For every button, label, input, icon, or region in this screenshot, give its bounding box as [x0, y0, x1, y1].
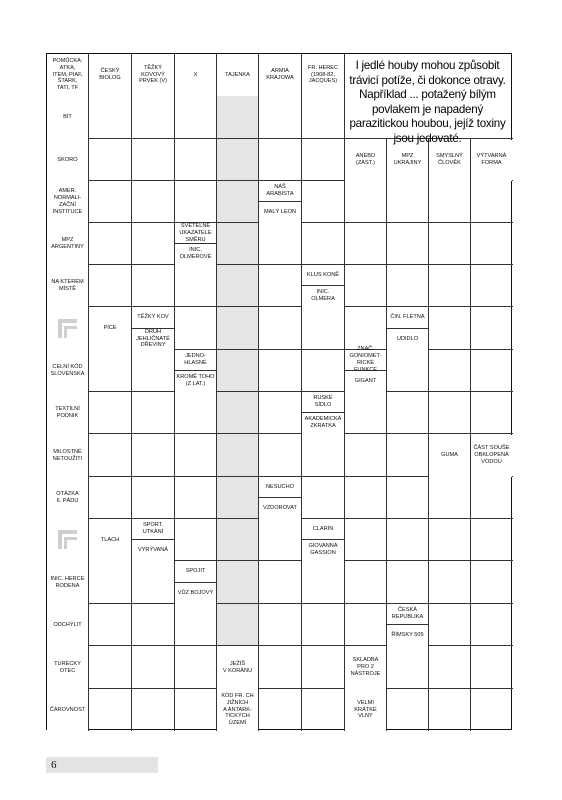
logo-cell [47, 308, 88, 350]
grid-cell[interactable] [259, 307, 302, 350]
grid-cell[interactable] [175, 181, 217, 223]
grid-cell[interactable] [217, 265, 259, 307]
grid-cell[interactable] [217, 604, 259, 646]
grid-cell[interactable] [429, 477, 471, 519]
grid-cell[interactable] [345, 561, 387, 604]
grid-cell[interactable] [89, 689, 132, 731]
clue-cell: ČIN. FLÉTNA [387, 308, 428, 329]
grid-cell[interactable] [429, 223, 471, 265]
clue-cell: NÁŠ ARABISTA [259, 182, 301, 203]
grid-cell[interactable] [259, 392, 302, 434]
grid-cell[interactable] [175, 689, 217, 731]
row-clue: BÍT [47, 97, 88, 139]
grid-cell[interactable] [89, 604, 132, 646]
grid-cell[interactable] [471, 519, 513, 561]
grid-cell[interactable] [89, 139, 132, 181]
grid-cell[interactable] [302, 689, 345, 731]
grid-cell[interactable] [175, 604, 217, 646]
grid-cell[interactable] [429, 519, 471, 561]
grid-cell[interactable] [345, 477, 387, 519]
grid-cell[interactable] [387, 646, 429, 689]
grid-cell[interactable] [259, 96, 302, 139]
grid-cell[interactable] [175, 265, 217, 307]
clue-cell: DRUH JEHLIČNATÉ DŘEVINY [132, 329, 174, 350]
clue-cell: SKLADBA PRO 2 NÁSTROJE [345, 647, 386, 689]
grid-cell[interactable] [259, 689, 302, 731]
grid-cell[interactable] [429, 392, 471, 434]
clue-cell: INIC. OLMEROVÉ [175, 244, 216, 265]
clue-cell: VZDOROVAT [259, 498, 301, 519]
grid-cell[interactable] [429, 307, 471, 350]
grid-cell[interactable] [259, 139, 302, 181]
grid-cell[interactable] [217, 181, 259, 223]
grid-cell[interactable] [89, 434, 132, 477]
grid-cell[interactable] [387, 265, 429, 307]
row-clue: MILOSTNÉ NETOUŽITI [47, 435, 88, 477]
grid-cell[interactable] [387, 689, 429, 731]
grid-cell[interactable] [387, 519, 429, 561]
grid-cell[interactable] [132, 477, 175, 519]
clue-cell: TĚŽKÝ KOV [132, 308, 174, 329]
grid-cell[interactable] [175, 96, 217, 139]
grid-cell[interactable] [302, 646, 345, 689]
header-clue: FR. HEREC (1908-82, JACQUES) [302, 55, 344, 96]
grid-cell[interactable] [217, 96, 259, 139]
grid-cell[interactable] [302, 477, 345, 519]
clue-cell: NESUCHO [259, 478, 301, 499]
row-clue: AMER. NORMALI- ZAČNÍ INSTITUCE [47, 182, 88, 223]
grid-cell[interactable] [132, 434, 175, 477]
clue-cell: ZNAČ. GONIOMET- RICKÉ [345, 351, 386, 372]
grid-cell[interactable] [89, 96, 132, 139]
header-clue: POMŮCKA: ATKA, ITEM, PIAF, ŠTARK, TATI, TF [47, 55, 88, 96]
grid-cell[interactable] [89, 223, 132, 265]
grid-cell[interactable] [132, 689, 175, 731]
grid-cell[interactable] [89, 561, 132, 604]
grid-cell[interactable] [429, 561, 471, 604]
clue-cell: PÍCE [89, 308, 131, 350]
grid-cell[interactable] [302, 307, 345, 350]
grid-cell[interactable] [132, 392, 175, 434]
grid-cell[interactable] [471, 223, 513, 265]
grid-cell[interactable] [429, 689, 471, 731]
clue-cell: TLACH [89, 520, 131, 561]
grid-cell[interactable] [471, 604, 513, 646]
grid-cell[interactable] [175, 646, 217, 689]
grid-cell[interactable] [387, 350, 429, 392]
grid-cell[interactable] [217, 223, 259, 265]
row-clue: CELNÍ KÓD SLOVENSKA [47, 351, 88, 392]
grid-cell[interactable] [345, 307, 387, 350]
grid-cell[interactable] [302, 350, 345, 392]
grid-cell[interactable] [259, 434, 302, 477]
row-clue: SKORO [47, 140, 88, 181]
clue-cell: UDIDLO [387, 329, 428, 350]
grid-cell[interactable] [302, 434, 345, 477]
clue-cell: ČESKÁ REPUBLIKA [387, 605, 428, 626]
grid-cell[interactable] [387, 477, 429, 519]
clue-cell: KLUS KONĚ [302, 266, 344, 287]
grid-cell[interactable] [132, 604, 175, 646]
grid-cell[interactable] [259, 604, 302, 646]
grid-cell[interactable] [471, 477, 513, 519]
header-clue: TĚŽKÝ KOVOVÝ PRVEK (V) [132, 55, 174, 96]
logo-cell [47, 520, 88, 561]
grid-cell[interactable] [302, 96, 345, 139]
clue-cell: SPOJIT [175, 562, 216, 583]
grid-cell[interactable] [387, 181, 429, 223]
clue-cell: MALÝ LEON [259, 202, 301, 223]
grid-cell[interactable] [259, 561, 302, 604]
grid-cell[interactable] [259, 646, 302, 689]
row-clue: TEXTILNÍ PODNIK [47, 393, 88, 434]
clue-cell: ČÁST SOUŠE OBKLOPENÁ VODOU [471, 435, 512, 477]
grid-cell[interactable] [345, 434, 387, 477]
clue-cell: KÓD FR. CH JIŽNÍCH A ANTARK- TICKÝCH ÚZEMÍ [217, 690, 258, 731]
grid-cell[interactable] [302, 139, 345, 181]
grid-cell[interactable] [471, 646, 513, 689]
grid-cell[interactable] [217, 392, 259, 434]
row-clue: TURECKY OTEC [47, 647, 88, 689]
clue-cell: MPZ UKRAJINY [387, 140, 428, 181]
row-clue: ODCHÝLIT [47, 605, 88, 646]
grid-cell[interactable] [345, 181, 387, 223]
grid-cell[interactable] [259, 265, 302, 307]
grid-cell[interactable] [217, 139, 259, 181]
grid-cell[interactable] [89, 646, 132, 689]
clue-cell: KROMĚ TOHO (Z LAT.) [175, 371, 216, 392]
grid-cell[interactable] [89, 392, 132, 434]
grid-cell[interactable] [217, 477, 259, 519]
clue-cell: VYRÝVANÁ [132, 540, 174, 561]
grid-cell[interactable] [132, 350, 175, 392]
grid-cell[interactable] [217, 350, 259, 392]
clue-cell: ANEBO (ZAST.) [345, 140, 386, 181]
grid-cell[interactable] [175, 477, 217, 519]
intro-text: I jedlé houby mohou způsobit trávicí potíže, či dokonce otravy. Například ... potažený bílým povlakem je napadený parazitickou houbou, jejíž toxiny jsou jedovaté. [349, 59, 506, 145]
clue-cell: RUSKÉ SÍDLO [302, 393, 344, 414]
clue-cell: GIOVANNA GASSION [302, 540, 344, 561]
grid-cell[interactable] [429, 646, 471, 689]
grid-cell[interactable] [132, 223, 175, 265]
grid-cell[interactable] [175, 307, 217, 350]
grid-cell[interactable] [175, 519, 217, 561]
grid-cell[interactable] [302, 561, 345, 604]
header-clue: ARMIA KRAJOWA [259, 55, 301, 96]
grid-cell[interactable] [471, 689, 513, 731]
grid-cell[interactable] [132, 561, 175, 604]
clue-cell: GUMA [429, 435, 470, 477]
grid-cell[interactable] [89, 350, 132, 392]
clue-cell: AKADEMICKÁ ZKRATKA [302, 413, 344, 434]
grid-cell[interactable] [471, 392, 513, 434]
clue-cell: SMYSLNÝ ČLOVĚK [429, 140, 470, 181]
grid-cell[interactable] [345, 604, 387, 646]
grid-cell[interactable] [259, 223, 302, 265]
grid-cell[interactable] [302, 181, 345, 223]
header-clue: TAJENKA [217, 55, 258, 96]
grid-cell[interactable] [132, 265, 175, 307]
grid-cell[interactable] [132, 181, 175, 223]
grid-cell[interactable] [387, 561, 429, 604]
crossword-grid [46, 53, 512, 730]
grid-cell[interactable] [471, 350, 513, 392]
grid-cell[interactable] [429, 181, 471, 223]
stylized-f-logo-icon [58, 319, 77, 338]
grid-cell[interactable] [471, 181, 513, 223]
clue-cell: VELMI KRÁTKÉ VLNY [345, 690, 386, 731]
grid-cell[interactable] [471, 307, 513, 350]
row-clue: INIC. HERCE RODENA [47, 562, 88, 604]
footer-band [46, 757, 158, 773]
page-number: 6 [51, 759, 57, 771]
grid-cell[interactable] [217, 434, 259, 477]
grid-cell[interactable] [429, 350, 471, 392]
grid-cell[interactable] [345, 392, 387, 434]
clue-cell: VŮZ BOJOVÝ [175, 583, 216, 604]
grid-cell[interactable] [302, 604, 345, 646]
grid-cell[interactable] [387, 223, 429, 265]
grid-cell[interactable] [345, 519, 387, 561]
grid-cell[interactable] [89, 477, 132, 519]
row-clue: ČAROVNOST [47, 690, 88, 731]
grid-cell[interactable] [132, 139, 175, 181]
clue-cell: JEDNO- HLASNÉ [175, 351, 216, 372]
clue-cell: ŘÍMSKY 505 [387, 625, 428, 646]
grid-cell[interactable] [345, 223, 387, 265]
clue-cell: SVĚTELNÉ UKAZATELE SMĚRU [175, 224, 216, 245]
row-clue: MPZ ARGENTINY [47, 224, 88, 265]
grid-cell[interactable] [387, 434, 429, 477]
grid-cell[interactable] [217, 519, 259, 561]
clue-cell: SPORT. UTKÁNÍ [132, 520, 174, 541]
stylized-f-logo-icon [58, 530, 77, 549]
grid-cell[interactable] [175, 434, 217, 477]
grid-cell[interactable] [471, 561, 513, 604]
grid-cell[interactable] [471, 265, 513, 307]
grid-cell[interactable] [217, 307, 259, 350]
grid-cell[interactable] [429, 604, 471, 646]
row-clue: NA KTERÉM MÍSTĚ [47, 266, 88, 307]
clue-cell: JEŽÍŠ V KORÁNU [217, 647, 258, 689]
grid-cell[interactable] [302, 223, 345, 265]
grid-cell[interactable] [175, 139, 217, 181]
grid-cell[interactable] [217, 561, 259, 604]
grid-cell[interactable] [175, 392, 217, 434]
clue-cell: VÝTVARNÁ FORMA [471, 140, 512, 181]
grid-cell[interactable] [132, 646, 175, 689]
row-clue: OTÁZKA 6. PÁDU [47, 478, 88, 519]
grid-cell[interactable] [132, 96, 175, 139]
clue-cell: GIGANT [345, 371, 386, 392]
grid-cell[interactable] [259, 350, 302, 392]
clue-cell: CLARÍN [302, 520, 344, 541]
clue-cell: INIC. OLMERA [302, 286, 344, 307]
grid-cell[interactable] [387, 392, 429, 434]
grid-cell[interactable] [259, 519, 302, 561]
grid-cell[interactable] [345, 265, 387, 307]
header-clue: X [175, 55, 216, 96]
grid-cell[interactable] [429, 265, 471, 307]
grid-cell[interactable] [89, 265, 132, 307]
header-clue: ČESKÝ BIOLOG [89, 55, 131, 96]
grid-cell[interactable] [89, 181, 132, 223]
